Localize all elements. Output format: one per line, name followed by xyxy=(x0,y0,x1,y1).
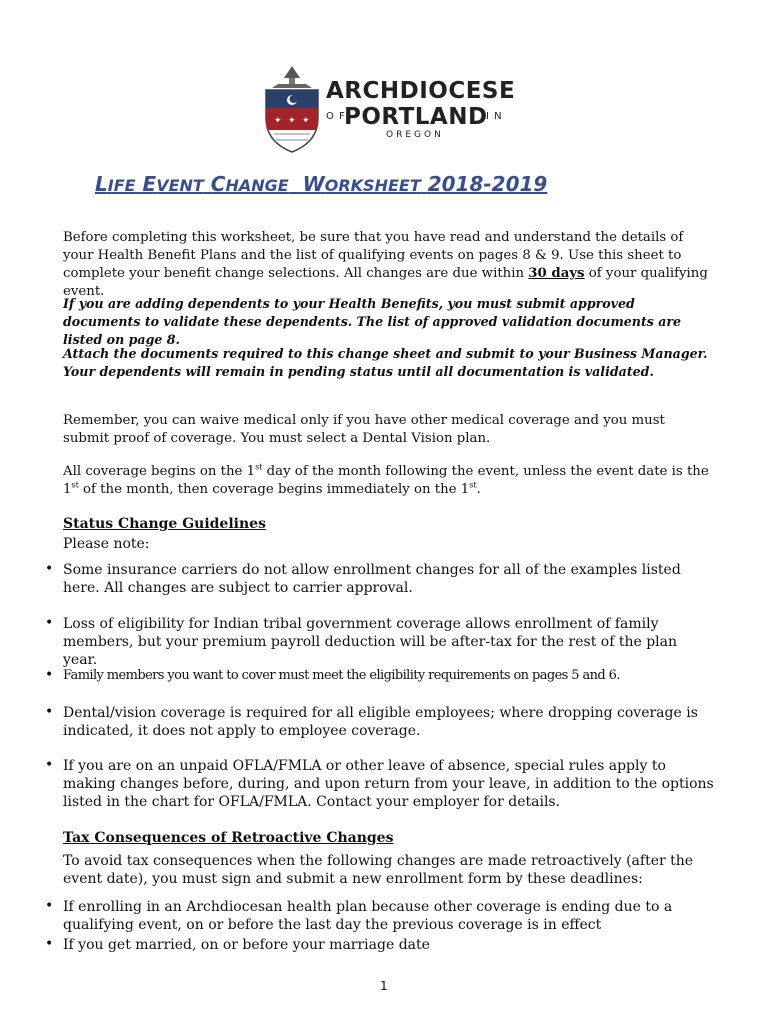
attach-note: Attach the documents required to this change sheet and submit to your Business Manager. Your dependents will remain in pending status until all documentation is validated. xyxy=(63,346,708,379)
intro-paragraph: Before completing this worksheet, be sure that you have read and understand the details of your Health Benefit Plans and the list of qualifying events on pages 8 & 9. Use this sheet to complete your benefit change selections. All changes are due within 30 days of your qualifying event. xyxy=(63,230,708,299)
list-item: • Some insurance carriers do not allow enrollment changes for all of the examples listed here. All changes are subject to carrier approval. xyxy=(45,561,681,596)
coverage-note: All coverage begins on the 1st day of the month following the event, unless the event date is the 1st of the month, then coverage begins immediately on the 1st. xyxy=(63,462,709,497)
logo-of: O F xyxy=(326,111,346,122)
list-item: • If enrolling in an Archdiocesan health plan because other coverage is ending due to a qualifying event, on or before the last day the previous coverage is in effect xyxy=(45,898,673,933)
svg-text:✦: ✦ xyxy=(274,116,282,126)
logo-portland: PORTLAND xyxy=(344,104,488,130)
tax-intro: To avoid tax consequences when the following changes are made retroactively (after the event date), you must sign and submit a new enrollment form by these deadlines: xyxy=(63,853,694,887)
status-subheading: Please note: xyxy=(63,536,150,552)
list-item: • Loss of eligibility for Indian tribal government coverage allows enrollment of family members, but your premium payroll deduction will be after-tax for the rest of the plan year. xyxy=(45,615,678,668)
archdiocese-logo xyxy=(262,64,522,154)
dependents-note: If you are adding dependents to your Health Benefits, you must submit approved documents to validate these dependents. The list of approved validation documents are listed on page 8. xyxy=(63,296,682,347)
logo-archdiocese: ARCHDIOCESE xyxy=(326,78,516,104)
svg-text:✦: ✦ xyxy=(302,116,310,126)
status-heading: Status Change Guidelines xyxy=(63,516,266,532)
due-days: 30 days xyxy=(528,266,585,281)
svg-text:✦: ✦ xyxy=(288,116,296,126)
logo-oregon: OREGON xyxy=(386,130,444,140)
page-number: 1 xyxy=(380,979,388,993)
page-title: LIFE EVENT CHANGE WORKSHEET 2018-2019 xyxy=(95,172,548,196)
list-item: • If you are on an unpaid OFLA/FMLA or other leave of absence, special rules apply to making changes before, during, and upon return from your leave, in addition to the options listed in the chart for OFLA/FMLA. Contact your employer for details. xyxy=(45,757,714,810)
crest-icon xyxy=(262,64,322,156)
list-item: • Family members you want to cover must meet the eligibility requirements on pages 5 and 6. xyxy=(45,667,620,683)
logo-wordmark xyxy=(326,78,515,140)
logo-portland-row xyxy=(326,104,515,130)
tax-heading: Tax Consequences of Retroactive Changes xyxy=(63,830,394,846)
list-item: • Dental/vision coverage is required for all eligible employees; where dropping coverage is indicated, it does not apply to employee coverage. xyxy=(45,704,698,739)
list-item: • If you get married, on or before your marriage date xyxy=(45,936,430,953)
remember-note: Remember, you can waive medical only if you have other medical coverage and you must submit proof of coverage. You must select a Dental Vision plan. xyxy=(63,413,665,446)
logo-in: I N xyxy=(486,111,503,122)
